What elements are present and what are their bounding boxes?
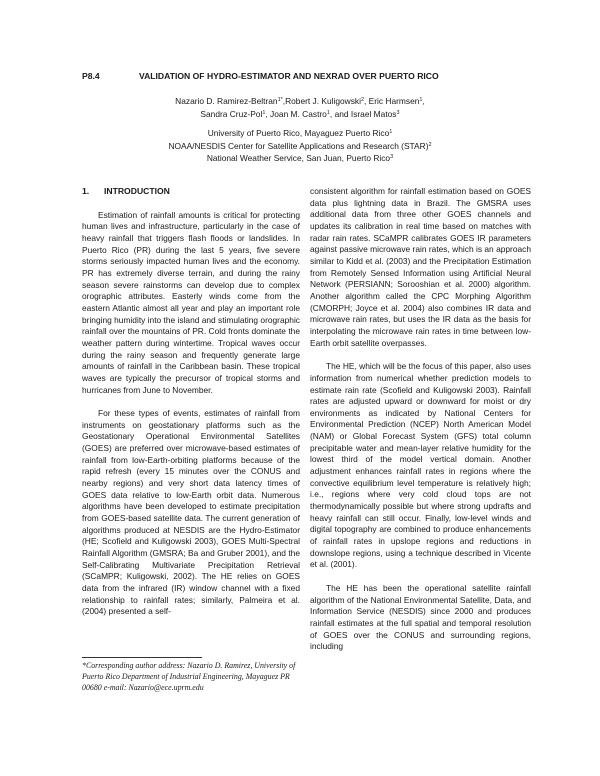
body-paragraph: Estimation of rainfall amounts is critical for protecting human lives and infrastructure, particularly in the case of heavy rainfall that triggers flash floods or landslides. In Puerto Rico (PR) during the last 5 years, five severe storms seriously impacted human lives and the economy. PR has extremely diverse terrain, and during the rainy season severe rainstorms can develop due to complex orographic attributes. Easterly winds come from the eastern Atlantic almost all year and play an important role bringing humidity into the island and stimulating orographic rainfall over the mountains of PR. Cold fronts dominate the weather pattern during wintertime. Tropical waves occur during the rainy season and frequently generate large amounts of rainfall in the Caribbean basin. These tropical waves are typically the precursor of tropical storms and hurricanes from June to November. [82, 209, 300, 395]
author-name: Nazario D. Ramirez-Beltran [175, 96, 278, 106]
body-paragraph: For these types of events, estimates of rainfall from instruments on geostationary platforms such as the Geostationary Operational Environmental Satellites (GOES) are preferred over microwave-based estimates of rainfall from low-Earth-orbiting platforms because of the rapid refresh (every 15 minutes over the CONUS and nearby regions) and very short data latency times of GOES data relative to low-Earth orbit data. Numerous algorithms have been developed to estimate precipitation from GOES-based satellite data. The current generation of algorithms produced at NESDIS are the Hydro-Estimator (HE; Scofield and Kuligowski 2003), GOES Multi-Spectral Rainfall Algorithm (GMSRA; Ba and Gruber 2001), and the Self-Calibrating Multivariate Precipitation Retrieval (SCaMPR; Kuligowski, 2002). The HE relies on GOES data from the infrared (IR) window channel with a fixed relationship to rainfall rates; similarly, Palmeira et al. (2004) presented a self- [82, 408, 300, 617]
paper-code: P8.4 [82, 71, 100, 81]
left-column [82, 186, 300, 618]
author-sup: 1 [262, 110, 266, 116]
affiliation-text: University of Puerto Rico, Mayaguez Puerto Rico [207, 128, 390, 138]
body-paragraph: The HE has been the operational satellite rainfall algorithm of the National Environmental Satellite, Data, and Information Service (NESDIS) since 2000 and produces rainfall estimates at the full spatial and temporal resolution of GOES over the CONUS and surrounding regions, including [310, 583, 531, 652]
right-column [310, 186, 531, 653]
author-name: , and Israel Matos [329, 109, 397, 119]
affiliation [0, 127, 600, 140]
body-paragraph: consistent algorithm for rainfall estimation based on GOES data plus lightning data in Brazil. The GMSRA uses additional data from three other GOES channels and updates its calibration in real time based on matches with radar rain rates. SCaMPR calibrates GOES IR parameters against passive microwave rain rates, which is an approach similar to Kidd et al. (2003) and the Precipitation Estimation from Remotely Sensed Information using Artificial Neural Network (PERSIANN; Sorooshian et al. 2000) algorithm. Another algorithm called the CPC Morphing Algorithm (CMORPH; Joyce et al. 2004) also combines IR data and microwave rain rates, but uses the IR data as the basis for interpolating the microwave rain rates in time between low-Earth orbit satellite overpasses. [310, 186, 531, 348]
author-line-1 [0, 95, 600, 108]
section-heading [82, 186, 300, 198]
author-name: , Eric Harmsen [364, 96, 420, 106]
affiliation [0, 152, 600, 165]
author-line-2 [0, 108, 600, 121]
author-list [0, 95, 600, 121]
affiliation-text: National Weather Service, San Juan, Puerto Rico [206, 153, 391, 163]
author-name: , Joan M. Castro [265, 109, 327, 119]
author-name: ,Robert J. Kuligowski [282, 96, 361, 106]
footnote: *Corresponding author address: Nazario D. Ramirez, University of Puerto Rico Department of Industrial Engineering, Mayaguez PR 00680 e-mail: Nazario@ece.uprm.edu [82, 661, 296, 692]
affiliation-sup: 1 [389, 129, 393, 135]
affiliation-list [0, 127, 600, 165]
paper-title: VALIDATION OF HYDRO-ESTIMATOR AND NEXRAD OVER PUERTO RICO [139, 71, 439, 81]
author-name: , [422, 96, 425, 106]
footnote-rule [82, 657, 202, 658]
author-sup: 1 [326, 110, 330, 116]
author-sup: 1* [277, 97, 283, 103]
section-title: INTRODUCTION [104, 186, 170, 196]
affiliation-text: NOAA/NESDIS Center for Satellite Applications and Research (STAR) [168, 140, 429, 151]
section-number: 1. [82, 186, 90, 196]
body-paragraph: The HE, which will be the focus of this paper, also uses information from numerical whether prediction models to estimate rain rate (Scofield and Kuligowski 2003). Rainfall rates are adjusted upward or downward for moist or dry environments as indicated by National Centers for Environmental Prediction (NCEP) North American Model (NAM) or Global Forecast System (GFS) total column precipitable water and mean-layer relative humidity for the lowest third of the model vertical domain. Another adjustment enhances rainfall rates in regions where the convective equilibrium level temperature is relatively high; i.e., regions where very cold cloud tops are not thermodynamically possible but where strong updrafts and heavy rainfall can still occur. Finally, low-level winds and digital topography are combined to produce enhancements of rainfall rates in upslope regions and reductions in downslope regions, using a technique described in Vicente et al. (2001). [310, 361, 531, 570]
author-sup: 2 [360, 97, 365, 103]
author-name: Sandra Cruz-Pol [200, 109, 263, 119]
author-sup: 3 [396, 110, 400, 116]
author-sup: 1 [419, 97, 423, 103]
affiliation-sup: 2 [428, 141, 432, 148]
affiliation-sup: 3 [390, 154, 394, 160]
affiliation [0, 140, 600, 153]
